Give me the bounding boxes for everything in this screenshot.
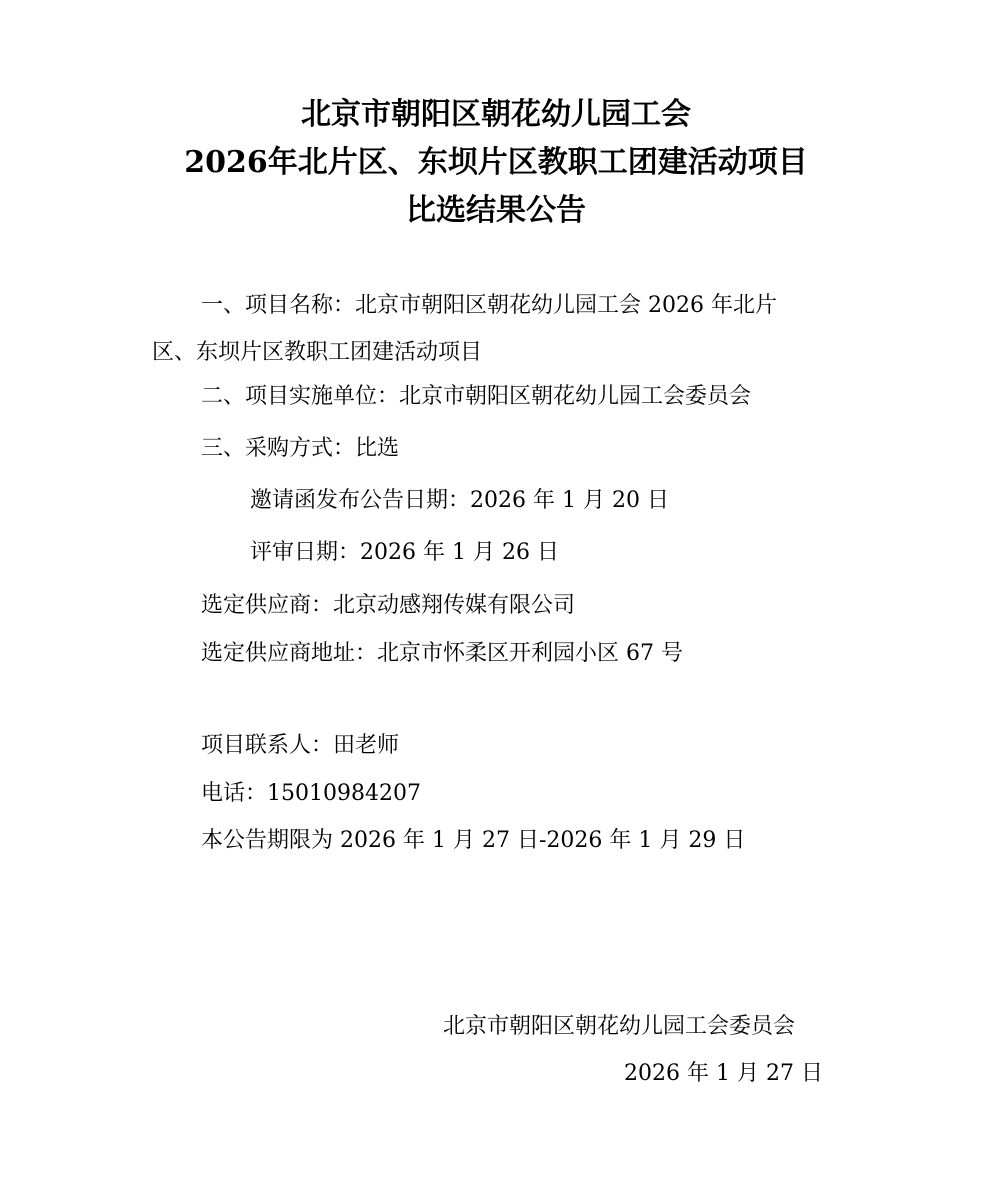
- supplier-address: 选定供应商地址：北京市怀柔区开利园小区 67 号: [201, 641, 683, 666]
- notice-period: 本公告期限为 2026 年 1 月 27 日-2026 年 1 月 29 日: [201, 828, 746, 853]
- project-contact: 项目联系人：田老师: [201, 733, 400, 758]
- contact-phone: 电话：15010984207: [201, 781, 421, 806]
- project-name-line-2: 区、东坝片区教职工团建活动项目: [152, 340, 483, 365]
- project-unit: 二、项目实施单位：北京市朝阳区朝花幼儿园工会委员会: [201, 384, 752, 409]
- title-line-1: 北京市朝阳区朝花幼儿园工会: [301, 97, 691, 132]
- selected-supplier: 选定供应商：北京动感翔传媒有限公司: [201, 593, 576, 618]
- procurement-method: 三、采购方式：比选: [201, 436, 400, 461]
- invitation-date: 邀请函发布公告日期：2026 年 1 月 20 日: [250, 488, 669, 513]
- title-line-3: 比选结果公告: [406, 193, 586, 228]
- review-date: 评审日期：2026 年 1 月 26 日: [250, 540, 559, 565]
- project-name-line-1: 一、项目名称：北京市朝阳区朝花幼儿园工会 2026 年北片: [201, 293, 777, 318]
- signature-date: 2026 年 1 月 27 日: [624, 1061, 823, 1086]
- signature-organization: 北京市朝阳区朝花幼儿园工会委员会: [443, 1014, 796, 1039]
- title-line-2: 2026年北片区、东坝片区教职工团建活动项目: [184, 145, 808, 180]
